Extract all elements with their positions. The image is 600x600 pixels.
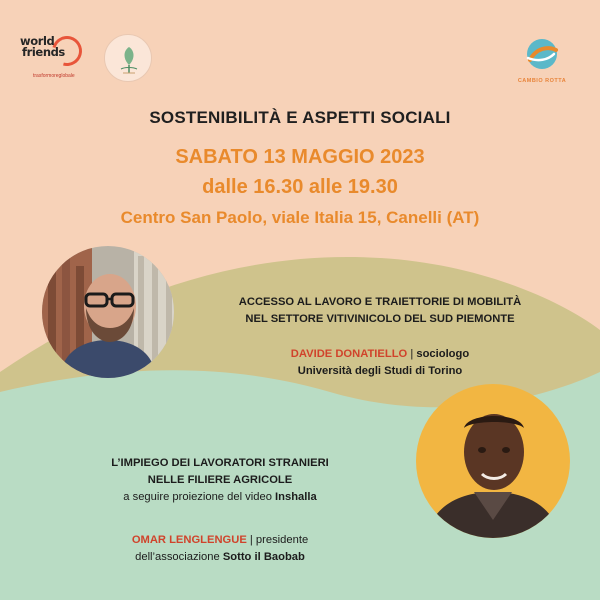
talk2-title [30, 455, 410, 489]
talk2-affiliation-name: Sotto il Baobab [222, 551, 305, 563]
talk2-video-prefix: a seguire proiezione del video [123, 491, 276, 503]
talk2-affiliation-prefix: dell’associazione [135, 551, 223, 563]
event-date: SABATO 13 MAGGIO 2023 [175, 146, 425, 168]
event-title: SOSTENIBILITÀ E ASPETTI SOCIALI [149, 108, 451, 127]
talk1-title-line1: ACCESSO AL LAVORO E TRAIETTORIE DI MOBILITÀ [238, 296, 522, 308]
talk2-speaker [30, 532, 410, 566]
event-time: dalle 16.30 alle 19.30 [202, 176, 398, 198]
talk2-title-line1: L’IMPIEGO DEI LAVORATORI STRANIERI [111, 457, 329, 469]
cambio-rotta-logo [510, 32, 574, 88]
logo-text-line2: friends [22, 45, 65, 59]
talk1-title-line2: NEL SETTORE VITIVINICOLO DEL SUD PIEMONTE [245, 313, 515, 325]
talk1-title [180, 294, 580, 328]
talk2-speaker-line [30, 532, 410, 549]
logo-right-tagline: CAMBIO ROTTA [517, 78, 567, 84]
cambio-rotta-icon [510, 32, 574, 78]
talk2-affiliation [30, 549, 410, 566]
speaker1-photo [42, 246, 174, 378]
talk1-speaker-role: sociologo [416, 348, 470, 360]
talk2-video-note [30, 489, 410, 506]
talk2-speaker-separator: | [246, 534, 256, 546]
partner-seal-logo [104, 34, 152, 82]
leaf-icon [105, 35, 153, 83]
talk2-speaker-role: presidente [255, 534, 309, 546]
speaker2-photo [416, 384, 570, 538]
talk2-video-name: Inshalla [275, 491, 317, 503]
talk1-speaker-name: DAVIDE DONATIELLO [290, 348, 408, 360]
talk1-speaker-line [180, 346, 580, 363]
talk2-speaker-name: OMAR LENGLENGUE [131, 534, 247, 546]
talk1-affiliation: Università degli Studi di Torino [297, 365, 463, 377]
talk2-title-line2: NELLE FILIERE AGRICOLE [147, 474, 293, 486]
event-venue: Centro San Paolo, viale Italia 15, Canelli (AT) [120, 208, 480, 227]
talk1-speaker [180, 346, 580, 380]
world-friends-logo [20, 36, 80, 82]
talk1-speaker-separator: | [407, 348, 417, 360]
logo-text-line1: world [20, 34, 55, 48]
logo-tagline: trasformoreglobale [33, 73, 75, 79]
